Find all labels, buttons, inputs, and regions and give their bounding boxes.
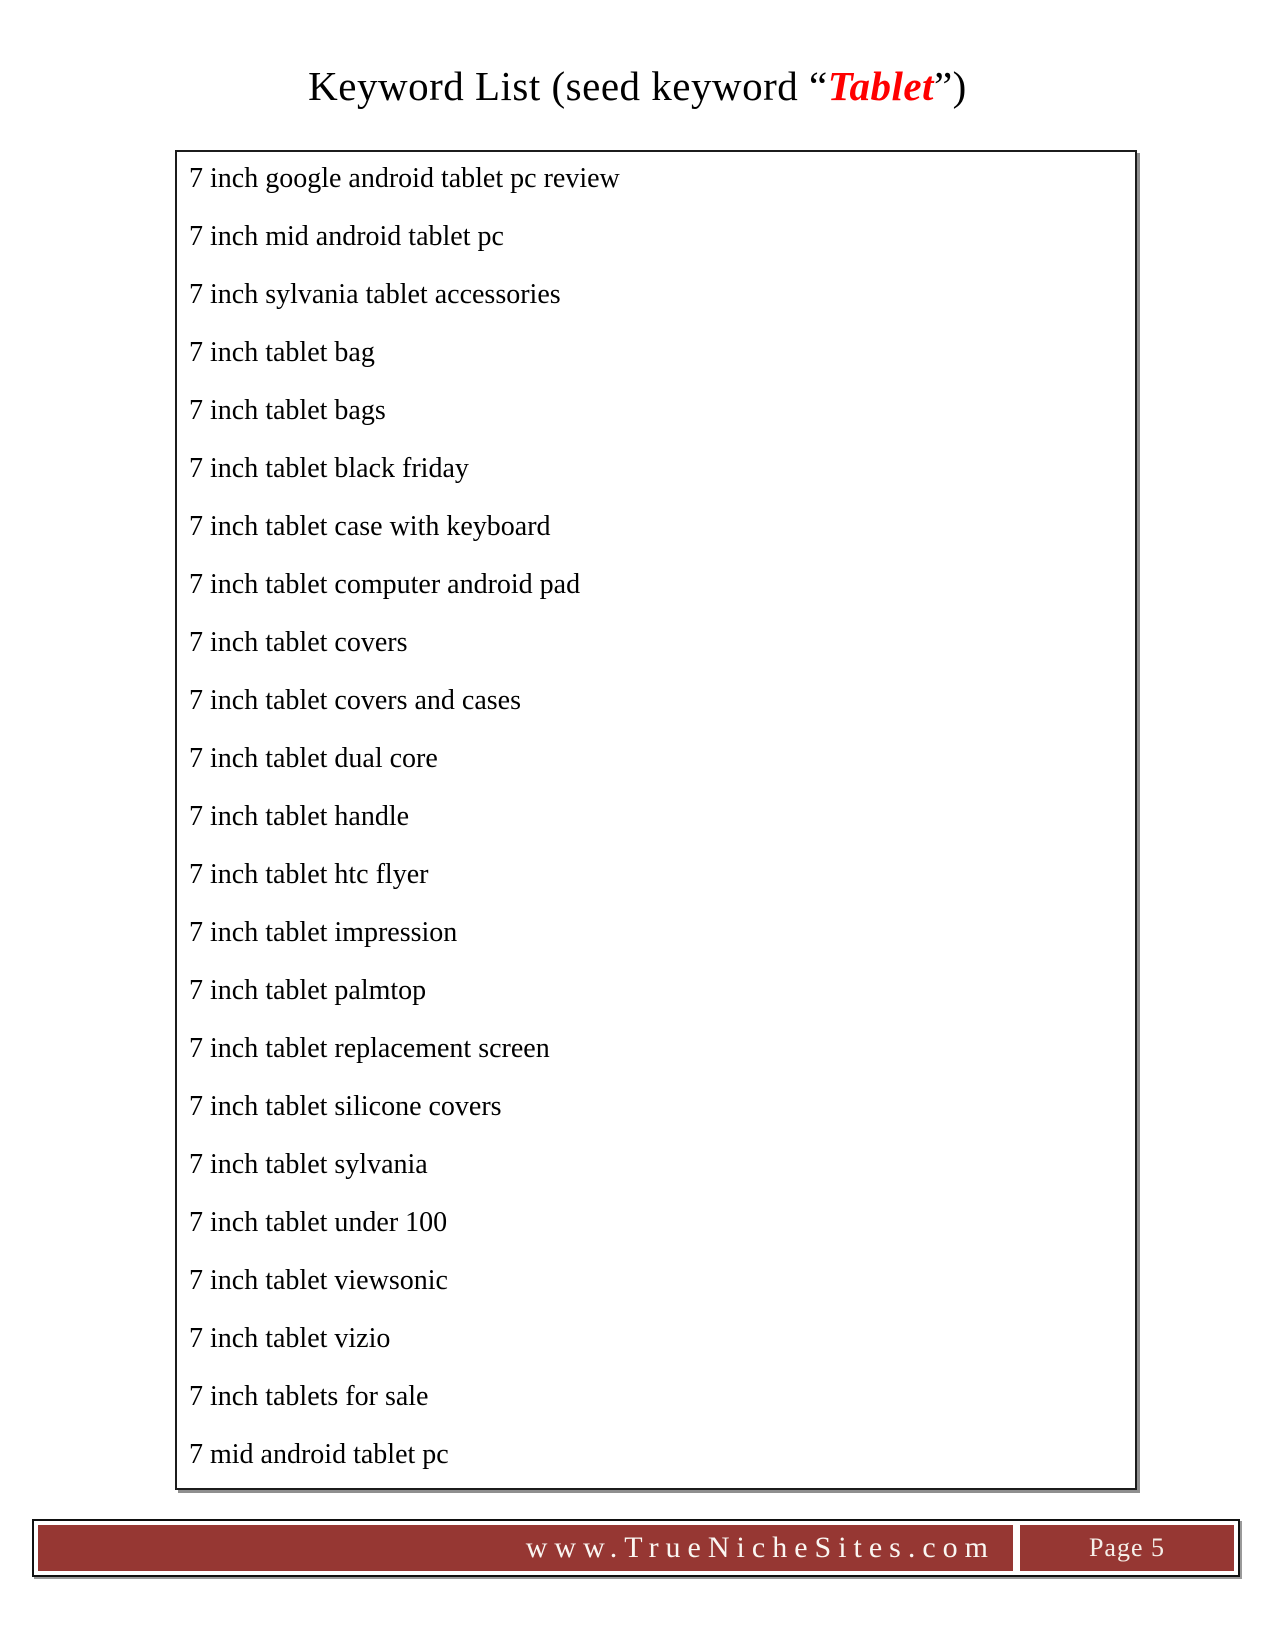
keyword-item: 7 inch tablet computer android pad (189, 569, 581, 600)
page-title-prefix: Keyword List (seed keyword “ (308, 63, 828, 109)
keyword-item: 7 inch tablet covers (189, 627, 408, 658)
footer-bar (32, 1519, 1240, 1577)
keyword-item: 7 mid android tablet pc (189, 1439, 449, 1470)
keyword-item: 7 inch tablet viewsonic (189, 1265, 448, 1296)
keyword-item: 7 inch tablet case with keyboard (189, 511, 551, 542)
keyword-item: 7 inch tablet black friday (189, 453, 469, 484)
keyword-item: 7 inch tablet bag (189, 337, 375, 368)
keyword-item: 7 inch tablet under 100 (189, 1207, 448, 1238)
keyword-item: 7 inch tablet htc flyer (189, 859, 429, 890)
keyword-item: 7 inch tablet handle (189, 801, 410, 832)
keyword-item: 7 inch mid android tablet pc (189, 221, 504, 252)
keyword-item: 7 inch tablet sylvania (189, 1149, 428, 1180)
page-title-seed-keyword: Tablet (827, 63, 934, 109)
keyword-item: 7 inch tablet palmtop (189, 975, 427, 1006)
footer-website-cell (38, 1525, 1013, 1571)
keyword-item: 7 inch tablet covers and cases (189, 685, 521, 716)
keyword-item: 7 inch tablet impression (189, 917, 458, 948)
keyword-item: 7 inch google android tablet pc review (189, 163, 620, 194)
keyword-item: 7 inch tablet vizio (189, 1323, 391, 1354)
footer-page-cell (1020, 1525, 1234, 1571)
keyword-item: 7 inch tablet replacement screen (189, 1033, 550, 1064)
keyword-item: 7 inch tablet silicone covers (189, 1091, 502, 1122)
website-label: www.TrueNicheSites.com (525, 1531, 995, 1564)
keyword-item: 7 inch sylvania tablet accessories (189, 279, 561, 310)
keyword-item: 7 inch tablet dual core (189, 743, 438, 774)
keyword-item: 7 inch tablets for sale (189, 1381, 429, 1412)
keyword-item: 7 inch tablet bags (189, 395, 386, 426)
page-title-suffix: ”) (933, 63, 967, 109)
keyword-list-box (175, 150, 1137, 1490)
page-title (0, 62, 1275, 110)
page-number-label: Page 5 (1088, 1533, 1166, 1562)
